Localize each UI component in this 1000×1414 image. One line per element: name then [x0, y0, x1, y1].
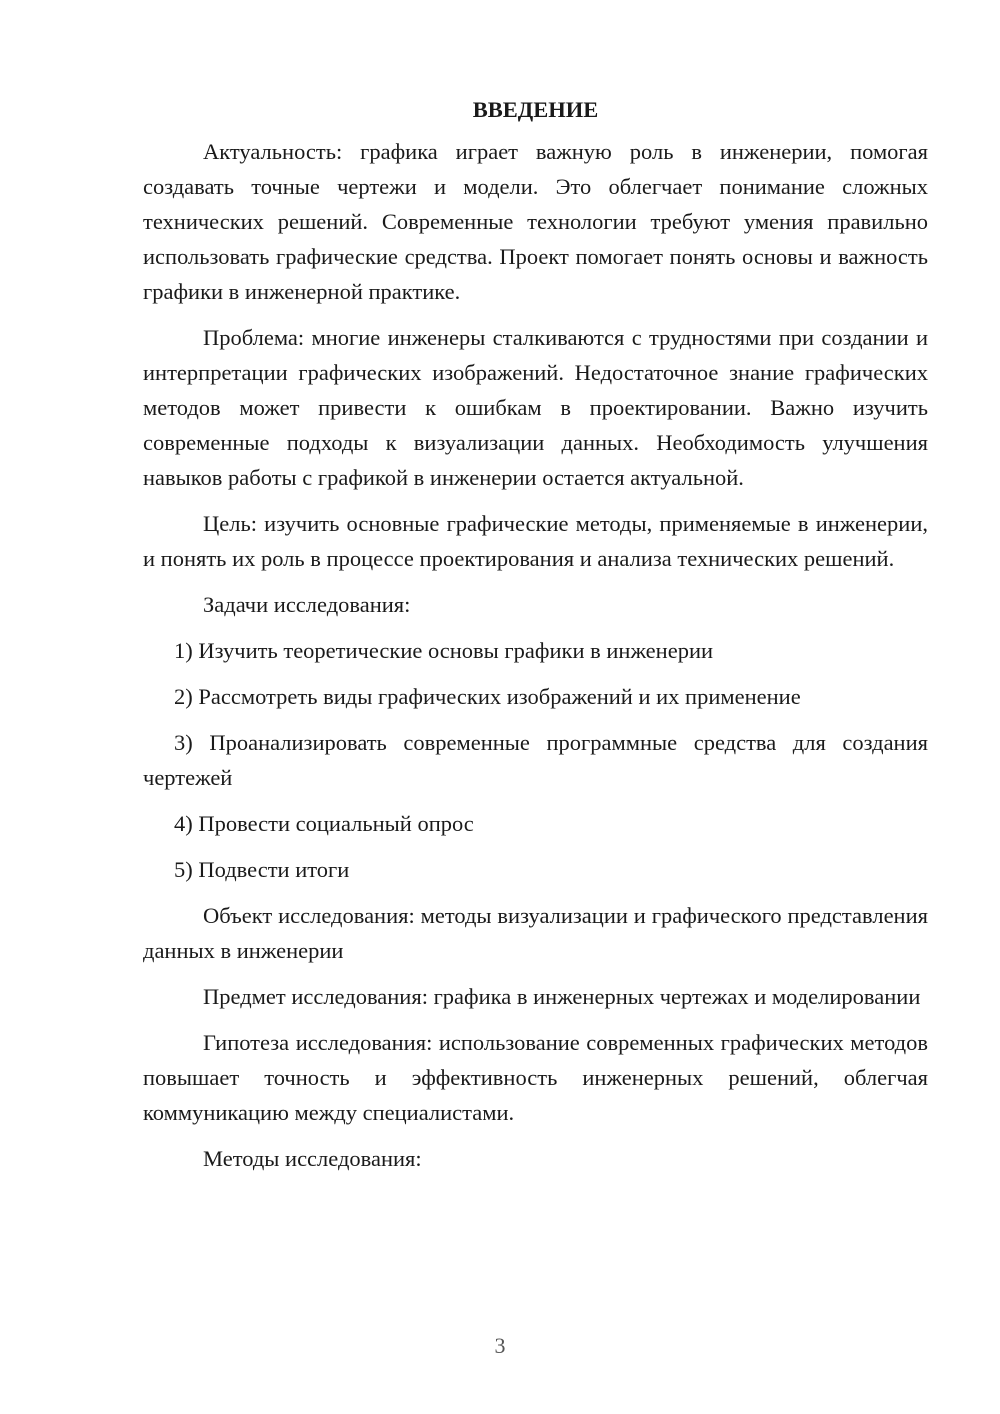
tasks-list: [143, 633, 928, 887]
page-title: ВВЕДЕНИЕ: [472, 97, 599, 122]
list-item: 1) Изучить теоретические основы графики в инженерии: [174, 638, 714, 663]
methods-heading: Методы исследования:: [203, 1146, 422, 1171]
list-item: 2) Рассмотреть виды графических изображений и их применение: [174, 684, 801, 709]
list-item: 3) Проанализировать современные программные средства для создания чертежей: [143, 730, 928, 790]
paragraph-problem: Проблема: многие инженеры сталкиваются с трудностями при создании и интерпретации графических изображений. Недостаточное знание графических методов может привести к ошибкам в проектировании. Важно изучить современные подходы к визуализации данных. Необходимость улучшения навыков работы с графикой в инженерии остается актуальной.: [143, 325, 928, 490]
paragraph-goal: Цель: изучить основные графические методы, применяемые в инженерии, и понять их роль в процессе проектирования и анализа технических решений.: [143, 511, 928, 571]
paragraph-subject: Предмет исследования: графика в инженерных чертежах и моделировании: [203, 984, 921, 1009]
paragraph-hypothesis: Гипотеза исследования: использование современных графических методов повышает точность и эффективность инженерных решений, облегчая коммуникацию между специалистами.: [143, 1030, 928, 1125]
list-item: 4) Провести социальный опрос: [174, 811, 474, 836]
tasks-heading: Задачи исследования:: [203, 592, 411, 617]
document-page: [143, 92, 928, 1187]
list-item: 5) Подвести итоги: [174, 857, 350, 882]
paragraph-object: Объект исследования: методы визуализации и графического представления данных в инженерии: [143, 903, 928, 963]
paragraph-relevance: Актуальность: графика играет важную роль в инженерии, помогая создавать точные чертежи и модели. Это облегчает понимание сложных технических решений. Современные технологии требуют умения правильно использовать графические средства. Проект помогает понять основы и важность графики в инженерной практике.: [143, 139, 928, 304]
page-number: 3: [494, 1333, 506, 1358]
